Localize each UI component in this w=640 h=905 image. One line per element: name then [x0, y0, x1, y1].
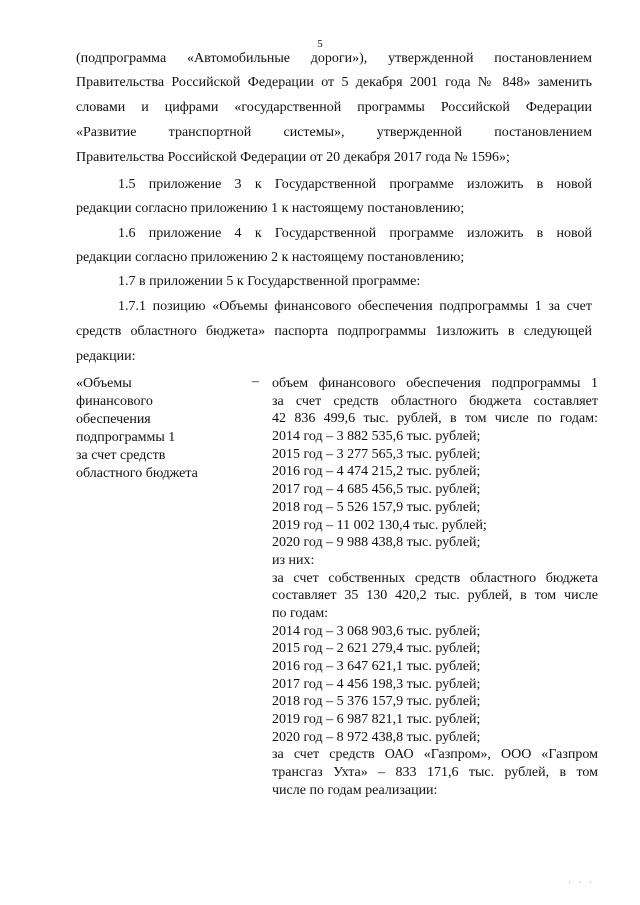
corner-mark: · · · [568, 878, 595, 887]
position-label-line: областного бюджета [76, 466, 198, 481]
financing-line: 2016 год – 4 474 215,2 тыс. рублей; [272, 464, 481, 480]
financing-line: 2018 год – 5 376 157,9 тыс. рублей; [272, 694, 481, 710]
financing-line: по годам: [272, 605, 329, 621]
financing-line: 42 836 499,6 тыс. рублей, в том числе по годам: [272, 411, 598, 427]
financing-line: за счет средств ОАО «Газпром», ООО «Газпром [272, 747, 598, 763]
item-1-6-line: редакции согласно приложению 2 к настоящему постановлению; [76, 250, 465, 265]
position-label-line: подпрограммы 1 [76, 430, 176, 445]
item-1-5-line: 1.5 приложение 3 к Государственной программе изложить в новой [118, 177, 592, 192]
financing-line: объем финансового обеспечения подпрограммы 1 [272, 376, 598, 391]
financing-line: составляет 35 130 420,2 тыс. рублей, в том числе [272, 588, 598, 604]
item-1-7: 1.7 в приложении 5 к Государственной программе: [118, 274, 421, 289]
financing-line: 2014 год – 3 882 535,6 тыс. рублей; [272, 429, 481, 445]
item-1-7-1-line: редакции: [76, 349, 136, 364]
financing-line: 2020 год – 8 972 438,8 тыс. рублей; [272, 729, 481, 745]
financing-line: 2020 год – 9 988 438,8 тыс. рублей; [272, 535, 481, 551]
financing-line: 2014 год – 3 068 903,6 тыс. рублей; [272, 623, 481, 639]
financing-details-column [272, 375, 598, 800]
position-label-line: за счет средств [76, 448, 166, 463]
item-1-7-1-line: средств областного бюджета» паспорта подпрограммы 1изложить в следующей [76, 324, 592, 339]
position-label-line: финансового [76, 394, 153, 409]
financing-line: числе по годам реализации: [272, 782, 438, 798]
financing-line: 2016 год – 3 647 621,1 тыс. рублей; [272, 659, 481, 674]
financing-line: 2017 год – 4 685 456,5 тыс. рублей; [272, 482, 481, 498]
item-1-5-line: редакции согласно приложению 1 к настоящему постановлению; [76, 201, 465, 216]
column-dash: – [252, 374, 259, 389]
paragraph-line: (подпрограмма «Автомобильные дороги»), утвержденной постановлением [76, 51, 592, 66]
financing-line: из них: [272, 552, 315, 568]
financing-line: 2019 год – 6 987 821,1 тыс. рублей; [272, 712, 481, 728]
paragraph-line: «Развитие транспортной системы», утвержденной постановлением [76, 125, 592, 140]
financing-line: 2017 год – 4 456 198,3 тыс. рублей; [272, 676, 481, 692]
paragraph-line: Правительства Российской Федерации от 5 декабря 2001 года № 848» заменить [76, 75, 592, 90]
financing-line: 2019 год – 11 002 130,4 тыс. рублей; [272, 517, 487, 533]
item-1-6-line: 1.6 приложение 4 к Государственной программе изложить в новой [118, 226, 592, 241]
page-number: 5 [317, 38, 323, 50]
financing-line: 2015 год – 3 277 565,3 тыс. рублей; [272, 446, 481, 462]
paragraph-line: словами и цифрами «государственной программы Российской Федерации [76, 100, 592, 115]
financing-line: 2015 год – 2 621 279,4 тыс. рублей; [272, 641, 481, 657]
financing-line: за счет средств областного бюджета составляет [272, 393, 598, 409]
financing-line: 2018 год – 5 526 157,9 тыс. рублей; [272, 499, 481, 515]
position-label-line: обеспечения [76, 412, 151, 427]
paragraph-line: Правительства Российской Федерации от 20 декабря 2017 года № 1596»; [76, 150, 510, 165]
position-label-column [76, 375, 246, 483]
financing-line: трансгаз Ухта» – 833 171,6 тыс. рублей, в том [272, 765, 598, 781]
position-label-line: «Объемы [76, 376, 132, 391]
financing-line: за счет собственных средств областного бюджета [272, 570, 598, 586]
item-1-7-1-line: 1.7.1 позицию «Объемы финансового обеспечения подпрограммы 1 за счет [118, 299, 592, 314]
